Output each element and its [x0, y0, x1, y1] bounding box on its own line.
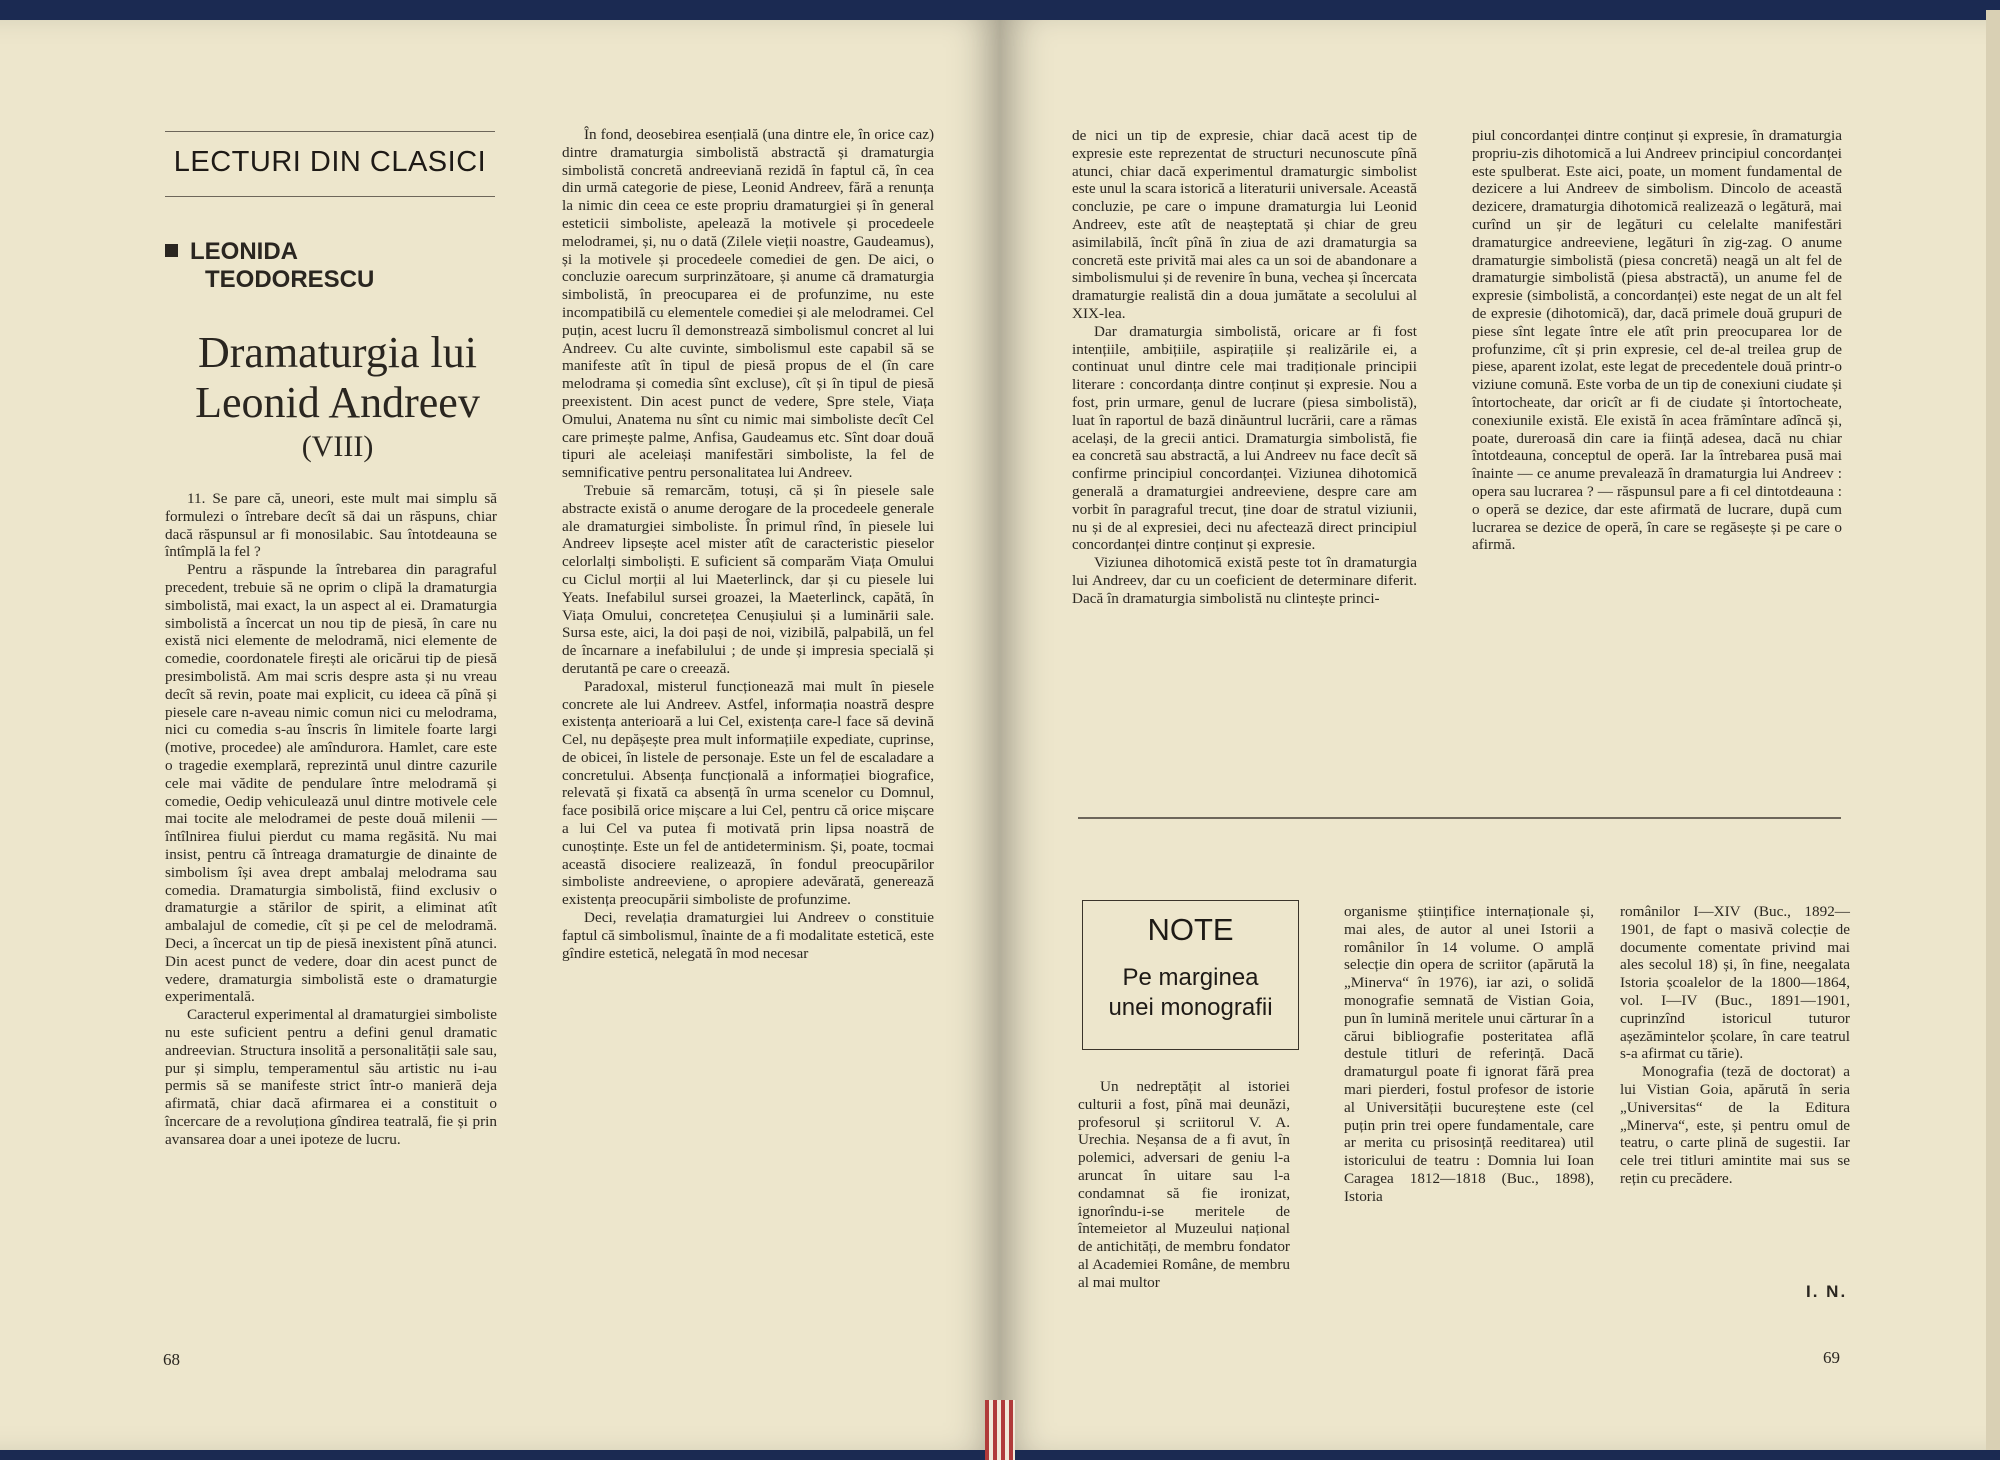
paragraph: Monografia (teză de doctorat) a lui Vistian Goia, apărută în seria „Universitas“ de la Editura „Minerva“, este, și pentru omul de teatru, o carte plină de sugestii. Iar cele trei titluri amintite mai sus se rețin cu precădere.: [1620, 1063, 1850, 1187]
author-first: LEONIDA: [190, 238, 298, 265]
notes-subtitle-1: Pe marginea: [1122, 964, 1259, 991]
right-page: [1000, 20, 2000, 1450]
paragraph: organisme științifice internaționale și, mai ales, de autor al unei Istorii a românilor în 14 volume. O amplă selecție din opera de scriitor (apărută la „Minerva“ în 1976), iar azi, o solidă monografie semnată de Vistian Goia, pun în lumină meritele unui cărturar în a cărui bibliografie posteritatea află destule titluri de referință. Dacă dramaturgul poate fi ignorat fără prea mari pierderi, fostul profesor de istorie al Universității bucureștene este (cel puțin prin trei opere fundamentale, care ar merita cu prisosință reeditarea) util istoricului de teatru : Domnia lui Ioan Caragea 1812—1818 (Buc., 1898), Istoria: [1344, 903, 1594, 1205]
notes-column-3: [1620, 903, 1850, 1188]
paragraph: piul concordanței dintre conținut și expresie, în dramaturgia propriu-zis dihotomică a lui Andreev principiul concordanței este spulberat. Este aici, poate, un moment fundamental de dezicere a lui Andreev de simbolism. Dincolo de această dezicere, dramaturgia dihotomică realizează o legătură, mai curînd un șir de legături cu celelalte manifestări dramaturgice andreeviene, legături în zig-zag. O anume dramaturgie simbolistă (piesa concretă) neagă un alt fel de dramaturgie simbolistă (piesa abstractă), un anume fel de expresie (simbolistă, a concordanței) este negat de un alt fel de expresie (dihotomică), dar, dacă primele două grupuri de piese sînt legate între ele atît prin preocuparea lor de profunzime, cît și prin expresie, cel de-al treilea grup de piese, aparent izolat, este legat de precedentele două printr-o viziune comună. Este vorba de un tip de conexiuni ciudate și întortocheate, dar oricît ar fi de ciudate și întortocheate, conexiunile există. Ele există în acea frămîntare adîncă și, poate, dureroasă din care ia ființă adesea, dacă nu chiar întotdeauna, conceptul de operă. Iar la întrebarea pusă mai înainte — ce anume prevalează în dramaturgia lui Andreev : opera sau lucrarea ? — răspunsul pare a fi cel dintotdeauna : o operă se dezice, dar este afirmată de lucrare, după cum lucrarea se dezice de operă, în care se regăsește și pe care o afirmă.: [1472, 127, 1842, 554]
paragraph: Viziunea dihotomică există peste tot în dramaturgia lui Andreev, dar cu un coeficient de determinare diferit. Dacă în dramaturgia simbolistă nu clintește princi-: [1072, 554, 1417, 607]
notes-separator-rule: [1078, 817, 1841, 819]
paragraph: Un nedreptățit al istoriei culturii a fost, pînă mai deunăzi, profesorul și scriitorul V. A. Urechia. Neșansa de a fi avut, în polemici, adversari de geniu l-a aruncat în uitare sau l-a condamnat să fie ironizat, ignorîndu-i-se meritele de întemeietor al Muzeului național de antichități, de membru fondator al Academiei Române, de membru al mai multor: [1078, 1078, 1290, 1291]
paragraph: Caracterul experimental al dramaturgiei simboliste nu este suficient pentru a defini genul dramatic andreevian. Structura insolită a personalității sale sau, pur și simplu, temperamentul său artistic nu i-au permis să se manifeste strict într-o manieră deja afirmată, chiar dacă afirmarea ei a constituit o încercare de a revoluționa gîndirea teatrală, fie și prin avansarea doar a unei ipoteze de lucru.: [165, 1006, 497, 1148]
article-column-3: [1072, 127, 1417, 608]
author-name: [165, 238, 495, 294]
author-last: TEODORESCU: [205, 266, 375, 293]
paragraph: 11. Se pare că, uneori, este mult mai simplu să formulezi o întrebare decît să dai un răspuns, chiar dacă răspunsul ar fi monosilabic. Sau întotdeauna se întîmplă la fel ?: [165, 490, 497, 561]
book-spread: [0, 10, 2000, 1450]
page-edge: [1986, 10, 2000, 1450]
notes-heading: NOTE: [1147, 912, 1234, 947]
notes-column-2: [1344, 903, 1594, 1206]
title-line-2: Leonid Andreev: [195, 378, 480, 427]
paragraph: Trebuie să remarcăm, totuși, că și în piesele sale abstracte există o anume derogare de la procedeele generale ale dramaturgiei simboliste. În primul rînd, în piesele lui Andreev lipsește acel mister atît de caracteristic pieselor celorlalți simboliști. E suficient să comparăm Viața Omului cu Ciclul morții al lui Maeterlinck, dar și cu piesele lui Yeats. Inefabilul sursei groazei, la Maeterlinck, capătă, în Viața Omului, concretețea Cenușiului și a luminării sale. Sursa este, aici, la doi pași de noi, vizibilă, palpabilă, un fel de încarnare a inefabilului ; de unde și impresia specială și derutantă pe care o creează.: [562, 481, 934, 677]
paragraph: Pentru a răspunde la întrebarea din paragraful precedent, trebuie să ne oprim o clipă la dramaturgia simbolistă, mai exact, la un aspect al ei. Dramaturgia simbolistă a încercat un nou tip de piesă, în care nu există nici elemente de melodramă, nici elemente de comedie, coordonatele firești ale oricărui tip de piesă presimbolistă. Am mai scris despre asta și nu vreau decît să revin, poate mai explicit, cu ideea că pînă și piesele care n-aveau nimic comun nici cu melodrama, nici cu comedia s-au înscris în limitele foarte largi (motive, procedee) ale amîndurora. Hamlet, care este o tragedie exemplară, reprezintă unul dintre cazurile cele mai vădite de pendulare între melodramă și comedie, Oedip vehiculează unul dintre motivele cele mai tocite ale melodramei de peste două milenii — întîlnirea fiului pierdut cu mama regăsită. Nu mai insist, pentru că întreaga dramaturgie de dinainte de simbolism își avea drept ambalaj melodrama sau comedia. Dramaturgia simbolistă, fiind exclusiv o dramaturgie a stărilor de spirit, a eliminat atît ambalajul de comedie, cît și pe cel de melodramă. Deci, a încercat un tip de piesă inexistent pînă atunci. Din acest punct de vedere, doar din acest punct de vedere, dramaturgia simbolistă este o dramaturgie experimentală.: [165, 561, 497, 1006]
notes-column-1: [1078, 1078, 1290, 1292]
paragraph: Dar dramaturgia simbolistă, oricare ar fi fost intențiile, ambițiile, aspirațiile și realizările ei, a continuat unul dintre cele mai tradiționale principii literare : concordanța dintre conținut și expresie. Nou a fost, prin urmare, genul de lucrare (piesa simbolistă), luat în raportul de bază dinăuntrul lucrării, care a rămas același, de la grecii antici. Dramaturgia simbolistă, fie ea concretă sau abstractă, a lui Andreev nu face decît să confirme principiul concordanței. Viziunea dihotomică generală a dramaturgiei andreeviene, despre care am vorbit în paragraful trecut, ține doar de stratul viziunii, nu și de al expresiei, deci nu afectează direct principiul concordanței dintre conținut și expresie.: [1072, 322, 1417, 554]
section-label: LECTURI DIN CLASICI: [173, 146, 487, 178]
left-page: [0, 20, 1000, 1450]
article-column-1: [165, 490, 497, 1148]
paragraph: românilor I—XIV (Buc., 1892—1901, de fapt o masivă colecție de documente comentate privind mai ales secolul 18) și, în fine, neegalata Istoria școalelor de la 1800—1864, vol. I—IV (Buc., 1891—1901, cuprinzînd istoricul tuturor așezămintelor școlare, în care teatrul s-a afirmat cu tărie).: [1620, 903, 1850, 1063]
paragraph: Deci, revelația dramaturgiei lui Andreev o constituie faptul că simbolismul, înainte de a fi modalitate estetică, este gîndire estetică, nelegată în mod necesar: [562, 909, 934, 962]
paragraph: Paradoxal, misterul funcționează mai mult în piesele concrete ale lui Andreev. Astfel, informația noastră despre existența anterioară a lui Cel, existența care-l face să devină Cel, nu depășește prea mult informațiile expediate, cuprinse, de obicei, în listele de personaje. Este un fel de escaladare a concretului. Absența funcțională a informației biografice, relevată și fixată ca absență în urma scenelor cu Domnul, face posibilă orice mișcare a lui Cel, pentru că orice mișcare a lui Cel va putea fi motivată prin lipsa noastră de cunoștințe. Este un fel de antideterminism. Și, poate, tocmai această disociere realizează, în fondul preocupărilor simboliste andreeviene, o apropiere adevărată, generează existența preocupării simboliste de profunzime.: [562, 677, 934, 909]
page-number-right: 69: [1823, 1348, 1840, 1367]
paragraph: În fond, deosebirea esențială (una dintre ele, în orice caz) dintre dramaturgia simbolistă abstractă și dramaturgia simbolistă concretă andreeviană rezidă în faptul că, în cea din urmă categorie de piese, Leonid Andreev, fără a renunța la nimic din ceea ce este propriu dramaturgiei și în general esteticii simboliste, apelează la motivele și procedeele melodramei, și, nu o dată (Zilele vieții noastre, Gaudeamus), și la motivele și procedeele comediei de gen. De aici, o concluzie oarecum surprinzătoare, și anume că dramaturgia simbolistă, în preocuparea ei de profunzime, nu este incompatibilă cu elementele comediei și ale melodramei. Cel puțin, acest lucru îl demonstrează simbolismul concret al lui Andreev. Cu alte cuvinte, simbolismul este capabil să se manifeste atît în tipul de piesă propus de el (în care melodrama și comedia sînt excluse), cît și în tipul de piesă preexistent. Din acest punct de vedere, Spre stele, Viața Omului, Anatema nu sînt cu nimic mai simboliste decît Cel care primește palme, Anfisa, Gaudeamus etc. Sînt doar două tipuri ale aceleiași manifestări simboliste, la fel de semnificative pentru personalitatea lui Andreev.: [562, 126, 934, 482]
notes-heading-box: [1082, 900, 1299, 1050]
square-bullet-icon: [165, 244, 178, 257]
section-bottom-rule: [165, 196, 495, 197]
title-line-1: Dramaturgia lui: [198, 328, 477, 377]
title-part: (VIII): [301, 430, 374, 463]
article-column-2: [562, 126, 934, 962]
notes-signature: I. N.: [1806, 1282, 1848, 1301]
page-number-left: 68: [163, 1350, 180, 1369]
notes-subtitle-2: unei monografii: [1108, 994, 1273, 1021]
article-column-4: [1472, 127, 1842, 554]
spine-bookmark: [985, 1400, 1015, 1460]
section-top-rule: [165, 131, 495, 132]
paragraph: de nici un tip de expresie, chiar dacă acest tip de expresie este reprezentat de structuri necunoscute pînă atunci, chiar dacă experimentul dramaturgic simbolist este unul la scara istorică a literaturii universale. Această concluzie, pe care o impune dramaturgia lui Leonid Andreev, este atît de neașteptată și chiar de greu asimilabilă, încît pînă în ziua de azi dramaturgia sa concretă este privită mai ales ca un soi de abandonare a simbolismului și de revenire în buna, vechea și încercata dramaturgie realistă din a doua jumătate a secolului al XIX-lea.: [1072, 127, 1417, 322]
article-title: [165, 328, 510, 466]
